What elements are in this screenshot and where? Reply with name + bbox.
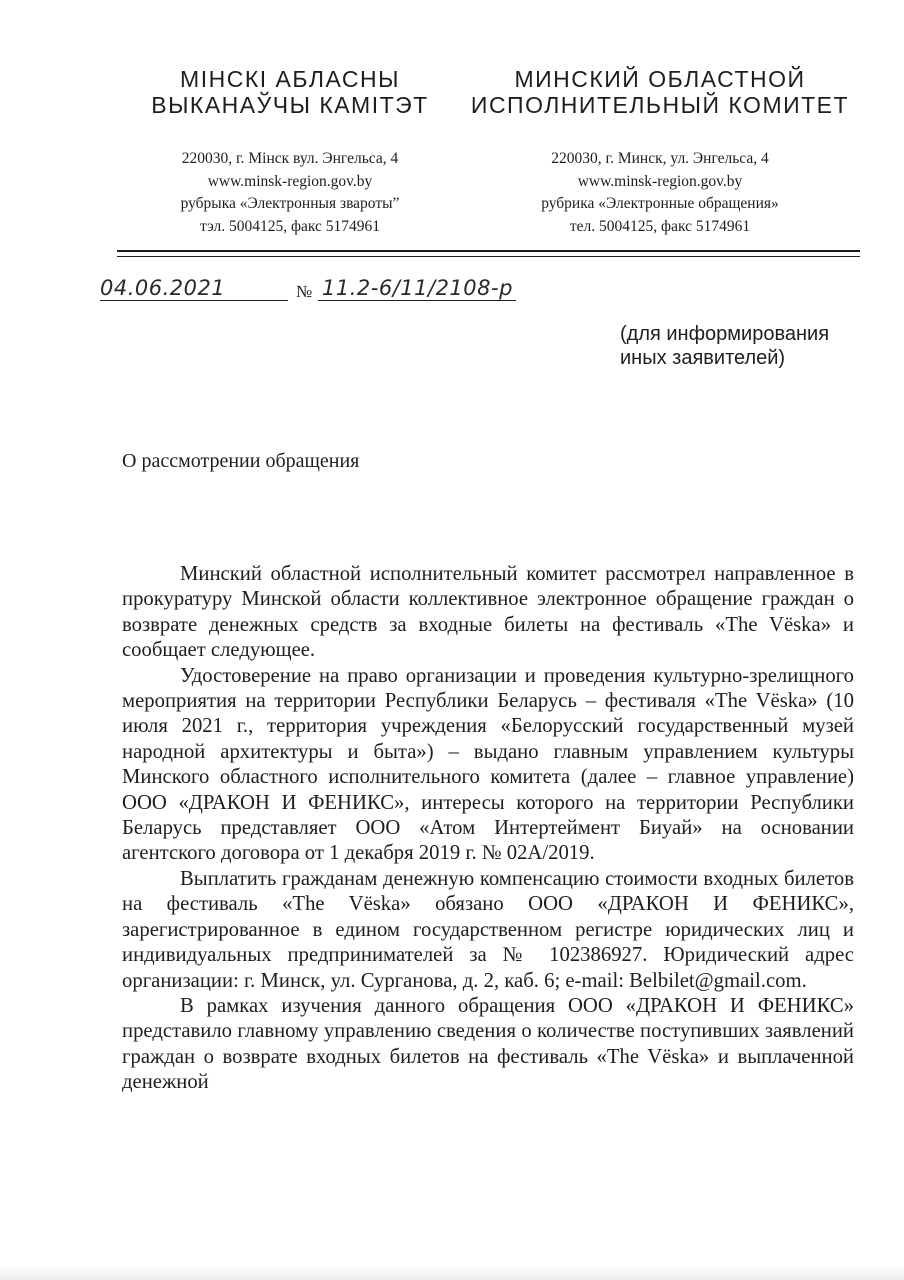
header-divider-thin [117, 256, 860, 257]
address-be: 220030, г. Мінск вул. Энгельса, 4 [181, 150, 399, 167]
org-title-ru-line2: ИСПОЛНИТЕЛЬНЫЙ КОМИТЕТ [470, 92, 850, 118]
phone-be: тэл. 5004125, факс 5174961 [199, 217, 381, 235]
contacts-ru [460, 148, 860, 238]
rubric-be: рубрыка «Электронныя зваротыˮ [180, 195, 400, 212]
header-belarusian [90, 66, 490, 238]
org-title-be-line1: МІНСКІ АБЛАСНЫ [180, 66, 400, 92]
number-underline [318, 300, 516, 301]
body-paragraph-1: Минский областной исполнительный комитет рассмотрел направленное в прокуратуру Минской области коллективное электронное обращение граждан о возврате денежных средств за входные билеты на фестиваль «The Vёska» и сообщает следующее. [122, 563, 854, 662]
org-title-ru-line1: МИНСКИЙ ОБЛАСТНОЙ [514, 66, 806, 92]
handwritten-reg-number: 11.2-6/11/2108-р [322, 276, 513, 300]
addressee-line2: иных заявителей) [620, 347, 786, 369]
number-sign: № [296, 282, 313, 301]
addressee-line1: (для информирования [620, 323, 830, 345]
org-title-be-line2: ВЫКАНАЎЧЫ КАМІТЭТ [151, 92, 429, 118]
letter-body [122, 562, 854, 1096]
date-underline [100, 300, 288, 301]
header-russian [460, 66, 860, 238]
body-paragraph-3: Выплатить гражданам денежную компенсацию стоимости входных билетов на фестиваль «The Vёska» обязано ООО «ДРАКОН И ФЕНИКС», зарегистрированное в едином государственном регистре юридических лиц и индивидуальных предпринимателей за № 102386927. Юридический адрес организации: г. Минск, ул. Сурганова, д. 2, каб. 6; e-mail: Belbilet@gmail.com. [122, 867, 854, 992]
letter-subject: О рассмотрении обращения [122, 450, 360, 472]
handwritten-date: 04.06.2021 [100, 276, 226, 300]
addressee-block [620, 322, 829, 370]
website-ru: www.minsk-region.gov.by [577, 172, 743, 190]
website-be: www.minsk-region.gov.by [207, 172, 373, 190]
header-divider-thick [117, 250, 860, 252]
body-paragraph-2: Удостоверение на право организации и проведения культурно-зрелищного мероприятия на территории Республики Беларусь – фестиваля «The Vёska» (10 июля 2021 г., территория учреждения «Белорусский государственный музей народной архитектуры и быта») – выдано главным управлением культуры Минского областного исполнительного комитета (далее – главное управление) ООО «ДРАКОН И ФЕНИКС», интересы которого на территории Республики Беларусь представляет ООО «Атом Интертеймент Биуай» на основании агентского договора от 1 декабря 2019 г. № 02А/2019. [122, 664, 854, 865]
body-paragraph-4: В рамках изучения данного обращения ООО «ДРАКОН И ФЕНИКС» представило главному управлению сведения о количестве поступивших заявлений граждан о возврате входных билетов на фестиваль «The Vёska» и выплаченной денежной [122, 994, 854, 1094]
phone-ru: тел. 5004125, факс 5174961 [569, 217, 751, 235]
rubric-ru: рубрика «Электронные обращения» [541, 195, 779, 212]
contacts-be [90, 148, 490, 238]
scan-bottom-edge [0, 1264, 904, 1280]
address-ru: 220030, г. Минск, ул. Энгельса, 4 [551, 150, 769, 167]
